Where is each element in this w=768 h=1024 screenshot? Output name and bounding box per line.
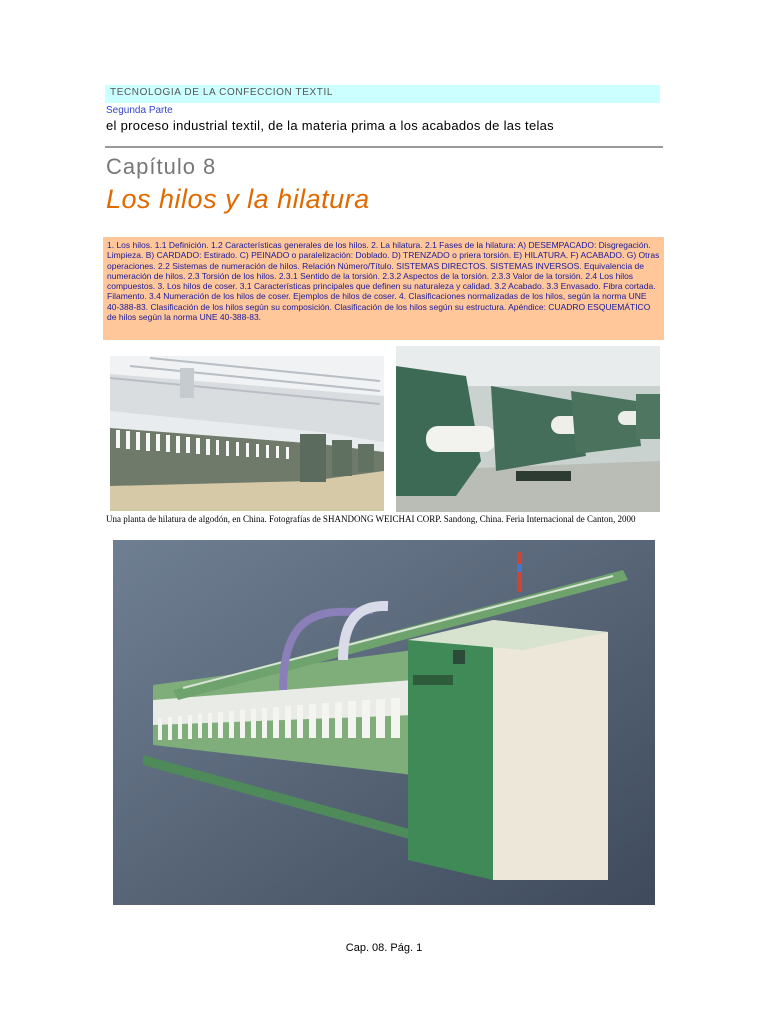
- photo-ring-spinning-frame: [113, 540, 655, 905]
- photo-carding-machines: [396, 346, 660, 512]
- chapter-number: Capítulo 8: [106, 154, 217, 179]
- figure-caption: Una planta de hilatura de algodón, en China. Fotografías de SHANDONG WEICHAI CORP. Sandong, China. Feria Internacional de Canton, 2000: [106, 514, 636, 524]
- chapter-contents: 1. Los hilos. 1.1 Definición. 1.2 Características generales de los hilos. 2. La hilatura. 2.1 Fases de la hilatura: A) DESEMPACADO: Disgregación. Limpieza. B) CARDADO: Estirado. C) PEINADO o paralelización: Doblado. D) TRENZADO o priera torsión. E) HILATURA. F) ACABADO. G) Otras operaciones. 2.2 Sistemas de numeración de hilos. Relación Número/Título. SISTEMAS DIRECTOS. SISTEMAS INVERSOS. Equivalencia de numeración de hilos. 2.3 Torsión de los hilos. 2.3.1 Sentido de la torsión. 2.3.2 Aspectos de la torsión. 2.3.3 Valor de la torsión. 2.4 Los hilos compuestos. 3. Los hilos de coser. 3.1 Características principales que definen su naturaleza y calidad. 3.2 Acabado. 3.3 Envasado. Fibra cortada. Filamento. 3.4 Numeración de los hilos de coser. Ejemplos de hilos de coser. 4. Clasificaciones normalizadas de los hilos, según la norma UNE 40-388-83. Clasificación de los hilos según su composición. Clasificación de los hilos según su estructura. Apéndice: CUADRO ESQUEMÁTICO de hilos según la norma UNE 40-388-83.: [103, 237, 664, 340]
- book-subtitle: el proceso industrial textil, de la materia prima a los acabados de las telas: [106, 118, 554, 133]
- photo-spinning-frames-hall: [110, 356, 384, 511]
- page-number: Cap. 08. Pág. 1: [345, 942, 423, 954]
- chapter-title: Los hilos y la hilatura: [106, 184, 370, 214]
- part-label: Segunda Parte: [106, 105, 173, 116]
- book-title: TECNOLOGIA DE LA CONFECCION TEXTIL: [110, 87, 334, 98]
- header-divider: [105, 146, 663, 148]
- book-title-bar: [105, 85, 660, 103]
